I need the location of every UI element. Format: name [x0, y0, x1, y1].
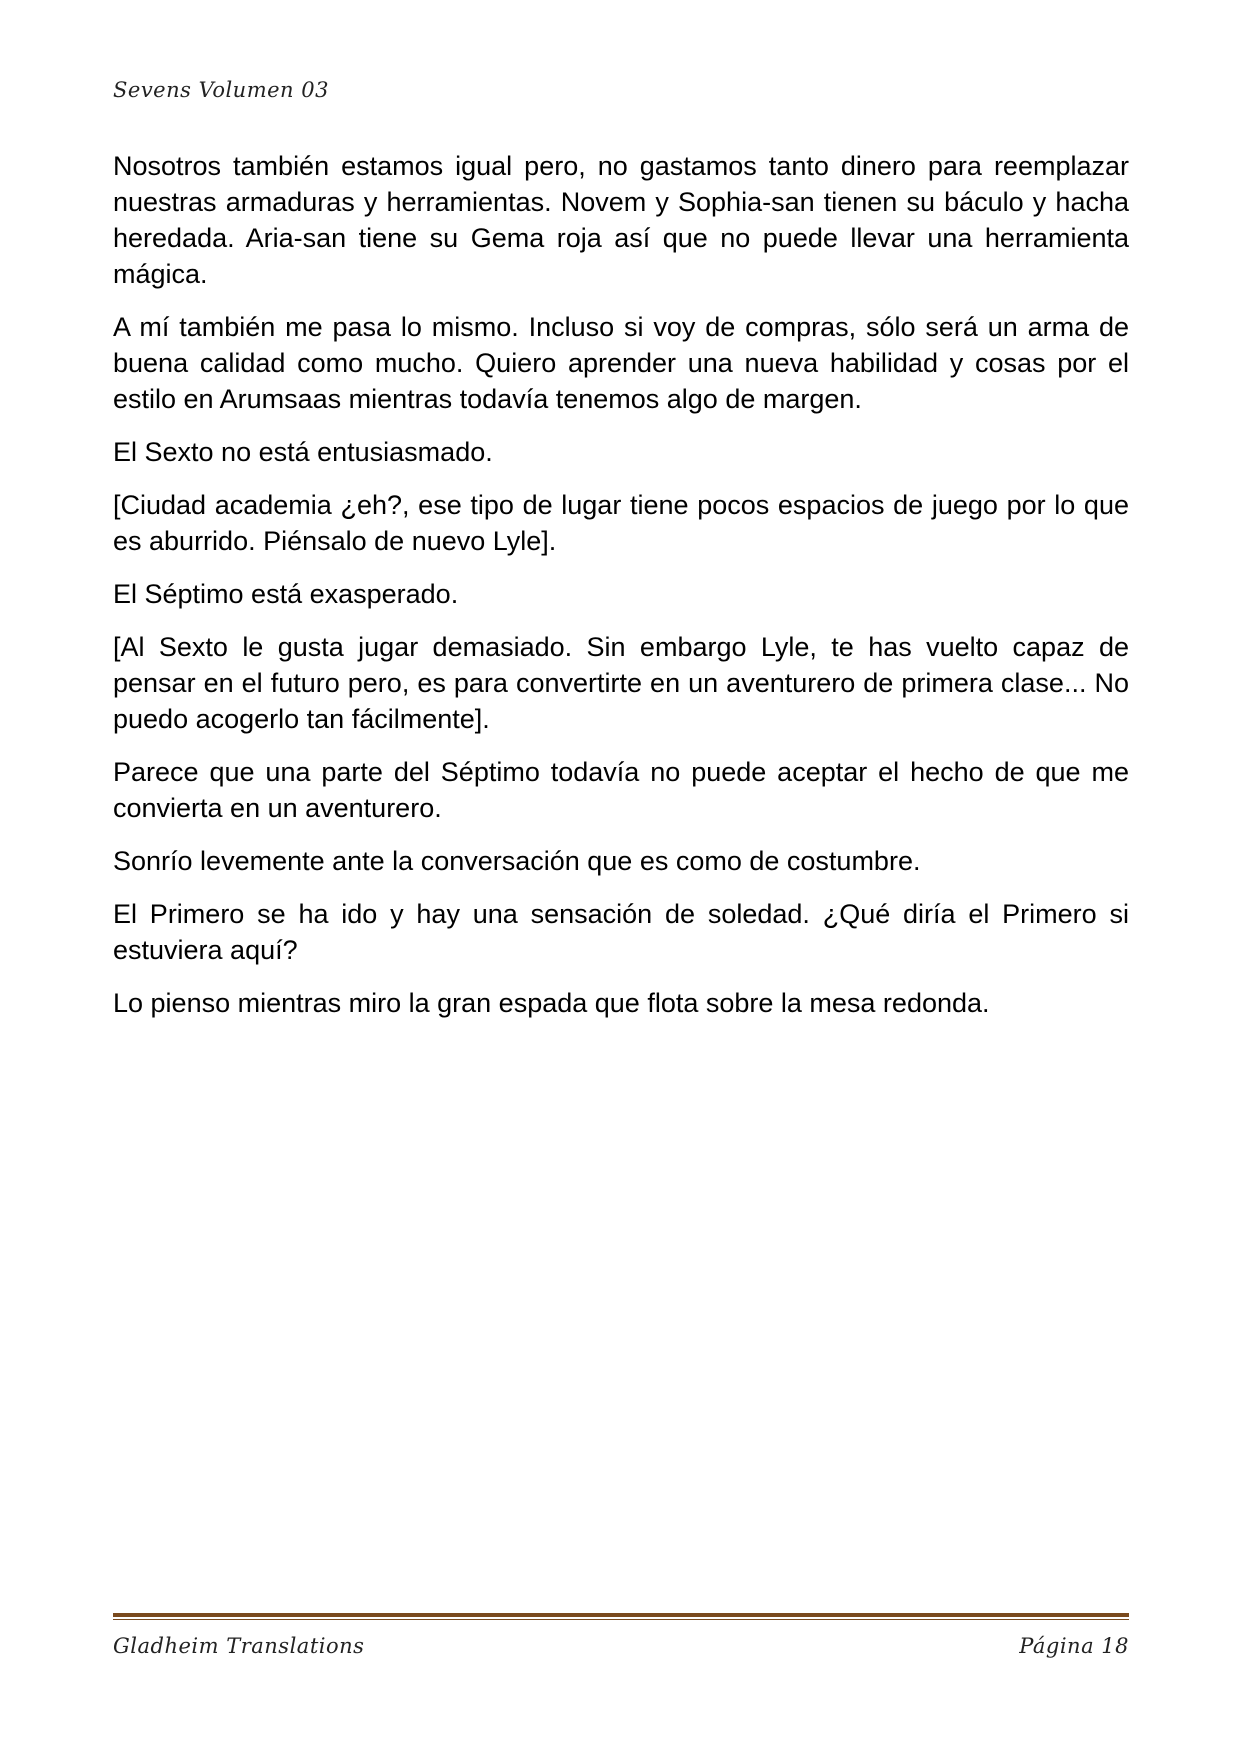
paragraph: El Primero se ha ido y hay una sensación de soledad. ¿Qué diría el Primero si estuviera aquí?	[113, 899, 1129, 965]
running-header: Sevens Volumen 03	[113, 78, 329, 102]
paragraph: [Al Sexto le gusta jugar demasiado. Sin embargo Lyle, te has vuelto capaz de pensar en el futuro pero, es para convertirte en un aventurero de primera clase... No puedo acogerlo tan fácilmente].	[113, 632, 1129, 734]
footer-page-number: Página 18	[1019, 1634, 1129, 1658]
paragraph: Lo pienso mientras miro la gran espada que flota sobre la mesa redonda.	[113, 988, 990, 1018]
paragraph: Parece que una parte del Séptimo todavía no puede aceptar el hecho de que me convierta en un aventurero.	[113, 757, 1129, 823]
footer-divider-thin	[113, 1619, 1129, 1620]
paragraph: A mí también me pasa lo mismo. Incluso si voy de compras, sólo será un arma de buena calidad como mucho. Quiero aprender una nueva habilidad y cosas por el estilo en Arumsaas mientras todavía tenemos algo de margen.	[113, 312, 1129, 414]
paragraph: [Ciudad academia ¿eh?, ese tipo de lugar tiene pocos espacios de juego por lo que es aburrido. Piénsalo de nuevo Lyle].	[113, 490, 1129, 556]
document-body	[113, 148, 1129, 1038]
paragraph: El Séptimo está exasperado.	[113, 579, 459, 609]
paragraph: Sonrío levemente ante la conversación que es como de costumbre.	[113, 846, 921, 876]
paragraph: El Sexto no está entusiasmado.	[113, 437, 493, 467]
footer-divider	[113, 1613, 1129, 1617]
footer-publisher: Gladheim Translations	[113, 1634, 365, 1658]
paragraph: Nosotros también estamos igual pero, no gastamos tanto dinero para reemplazar nuestras armaduras y herramientas. Novem y Sophia-san tienen su báculo y hacha heredada. Aria-san tiene su Gema roja así que no puede llevar una herramienta mágica.	[113, 151, 1129, 289]
